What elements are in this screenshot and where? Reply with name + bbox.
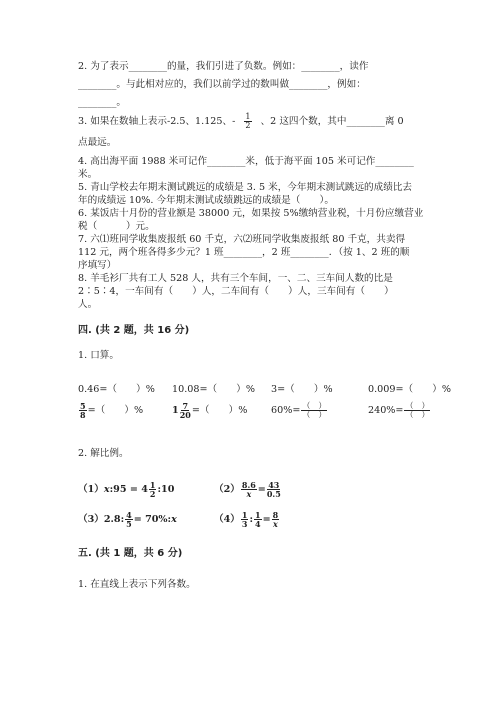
question-7-line-3: 序填写） <box>78 260 117 271</box>
proportion-1-part: :95 = 4 <box>109 484 148 495</box>
fraction-denominator: 8 <box>80 410 86 420</box>
proportion-4-fraction-2 <box>254 511 262 528</box>
proportion-1-variable: x <box>103 484 110 495</box>
question-3-part-b: 、2 这四个数，其中________离 0 <box>260 116 404 127</box>
oral-item-8 <box>368 402 431 420</box>
fraction-denominator: 3 <box>241 519 248 529</box>
fraction-numerator: 43 <box>268 480 280 490</box>
fraction-denominator: x <box>273 519 278 529</box>
question-5-line-1: 5. 青山学校去年期末测试跳远的成绩是 3. 5 米，今年期末测试跳远的成绩比去 <box>78 182 413 193</box>
proportion-3-label: （3） <box>78 514 104 525</box>
question-3-line-1 <box>78 112 404 132</box>
oral-item-4: 0.009=（ ）% <box>368 384 451 395</box>
kousuan-title: 1. 口算。 <box>78 350 119 361</box>
equals-sign: = <box>257 484 266 495</box>
oral-item-7-left: 60%= <box>271 405 301 416</box>
fraction-denominator: 0.5 <box>266 489 281 499</box>
fraction-denominator: 20 <box>179 410 191 420</box>
oral-item-7 <box>271 402 328 420</box>
fraction-numerator: 8 <box>272 510 279 520</box>
equals-sign: = <box>262 514 271 525</box>
question-7-line-2: 112 元，两个班各得多少元？1 班________，2 班________．（按 1、2 班的顺 <box>78 247 410 258</box>
proportion-3 <box>78 510 177 530</box>
proportion-2-fraction-left <box>241 481 257 498</box>
oral-item-8-left: 240%= <box>368 405 404 416</box>
colon-sign: : <box>249 514 253 525</box>
oral-item-5 <box>78 402 143 420</box>
proportion-1-fraction <box>149 481 157 498</box>
question-7-line-1: 7. 六⑴班同学收集废报纸 60 千克，六⑵班同学收集废报纸 80 千克，共卖得 <box>78 234 406 245</box>
section-4-title: 四. (共 2 题，共 16 分) <box>78 325 190 336</box>
question-6-line-1: 6. 某饭店十月份的营业额是 38000 元，如果按 5%缴纳营业税，十月份应缴营业 <box>78 208 424 219</box>
oral-item-8-fraction <box>404 402 430 419</box>
question-8-line-3: 人。 <box>78 299 98 310</box>
question-2-line-2: ________。与此相对应的，我们以前学过的数叫做________，例如： <box>78 79 366 90</box>
fraction-numerator: 5 <box>80 401 86 411</box>
oral-item-3: 3=（ ）% <box>271 384 333 395</box>
proportion-4-label: （4） <box>214 514 240 525</box>
oral-item-5-fraction <box>79 402 87 419</box>
fraction-denominator: （ ） <box>302 410 327 419</box>
fraction-denominator: 5 <box>126 519 132 529</box>
fraction-numerator: 1 <box>245 112 251 121</box>
question-4-line-2: 米。 <box>78 169 98 180</box>
question-3-line-2: 点最远。 <box>78 137 117 148</box>
question-5-line-2: 年的成绩远 10%. 今年期末测试成绩跳远的成绩是（ ）。 <box>78 195 334 206</box>
question-3-fraction <box>244 113 251 130</box>
oral-item-6-fraction <box>180 402 191 419</box>
fraction-denominator: 2 <box>245 121 251 130</box>
oral-item-7-fraction <box>301 402 327 419</box>
oral-item-2: 10.08=（ ）% <box>172 384 255 395</box>
proportion-3-variable: x <box>171 514 177 525</box>
question-3-part-a: 3. 如果在数轴上表示-2.5、1.125、- <box>78 116 236 127</box>
proportion-4 <box>214 510 280 530</box>
proportion-2 <box>214 480 282 500</box>
proportion-3-part: 2.8: <box>103 514 125 525</box>
fraction-numerator: 7 <box>182 401 189 411</box>
proportion-2-label: （2） <box>214 484 240 495</box>
fraction-denominator: （ ） <box>405 410 430 419</box>
fraction-numerator: （ ） <box>302 401 327 410</box>
proportion-1-end: :10 <box>157 484 175 495</box>
fraction-numerator: 8.6 <box>241 480 256 490</box>
mixed-number-whole: 1 <box>172 405 179 416</box>
proportion-2-fraction-right <box>267 481 281 498</box>
fraction-numerator: 1 <box>241 510 248 520</box>
question-4-line-1: 4. 高出海平面 1988 米可记作________米，低于海平面 105 米可记作________ <box>78 156 414 167</box>
proportion-1-label: （1） <box>78 484 104 495</box>
question-2-line-3: ________。 <box>78 97 126 108</box>
fraction-numerator: 1 <box>149 480 156 490</box>
fraction-denominator: 2 <box>149 489 156 499</box>
proportion-1 <box>78 480 174 500</box>
oral-item-1: 0.46=（ ）% <box>78 384 155 395</box>
oral-item-6 <box>172 402 247 420</box>
fraction-numerator: （ ） <box>405 401 430 410</box>
fraction-denominator: 4 <box>255 519 261 529</box>
proportion-3-fraction <box>125 511 133 528</box>
oral-item-5-rest: =（ ）% <box>87 405 144 416</box>
oral-item-6-rest: =（ ）% <box>191 405 248 416</box>
proportion-3-part-b: = 70%: <box>133 514 172 525</box>
fraction-numerator: 4 <box>126 510 132 520</box>
bili-title: 2. 解比例。 <box>78 448 129 459</box>
question-2-line-1: 2. 为了表示________的量，我们引进了负数。例如：________，读作 <box>78 61 369 72</box>
fraction-numerator: 1 <box>255 510 261 520</box>
proportion-4-fraction-3 <box>272 511 280 528</box>
fraction-denominator: x <box>246 489 252 499</box>
section-5-title: 五. (共 1 题，共 6 分) <box>78 548 183 559</box>
section-5-question-1: 1. 在直线上表示下列各数。 <box>78 579 196 590</box>
question-8-line-2: 2∶5∶4，一车间有（ ）人，二车间有（ ）人，三车间有（ ） <box>78 286 394 297</box>
question-8-line-1: 8. 羊毛衫厂共有工人 528 人，共有三个车间，一、二、三车间人数的比是 <box>78 273 393 284</box>
proportion-4-fraction-1 <box>241 511 249 528</box>
question-6-line-2: 税（ ）元。 <box>78 221 155 232</box>
